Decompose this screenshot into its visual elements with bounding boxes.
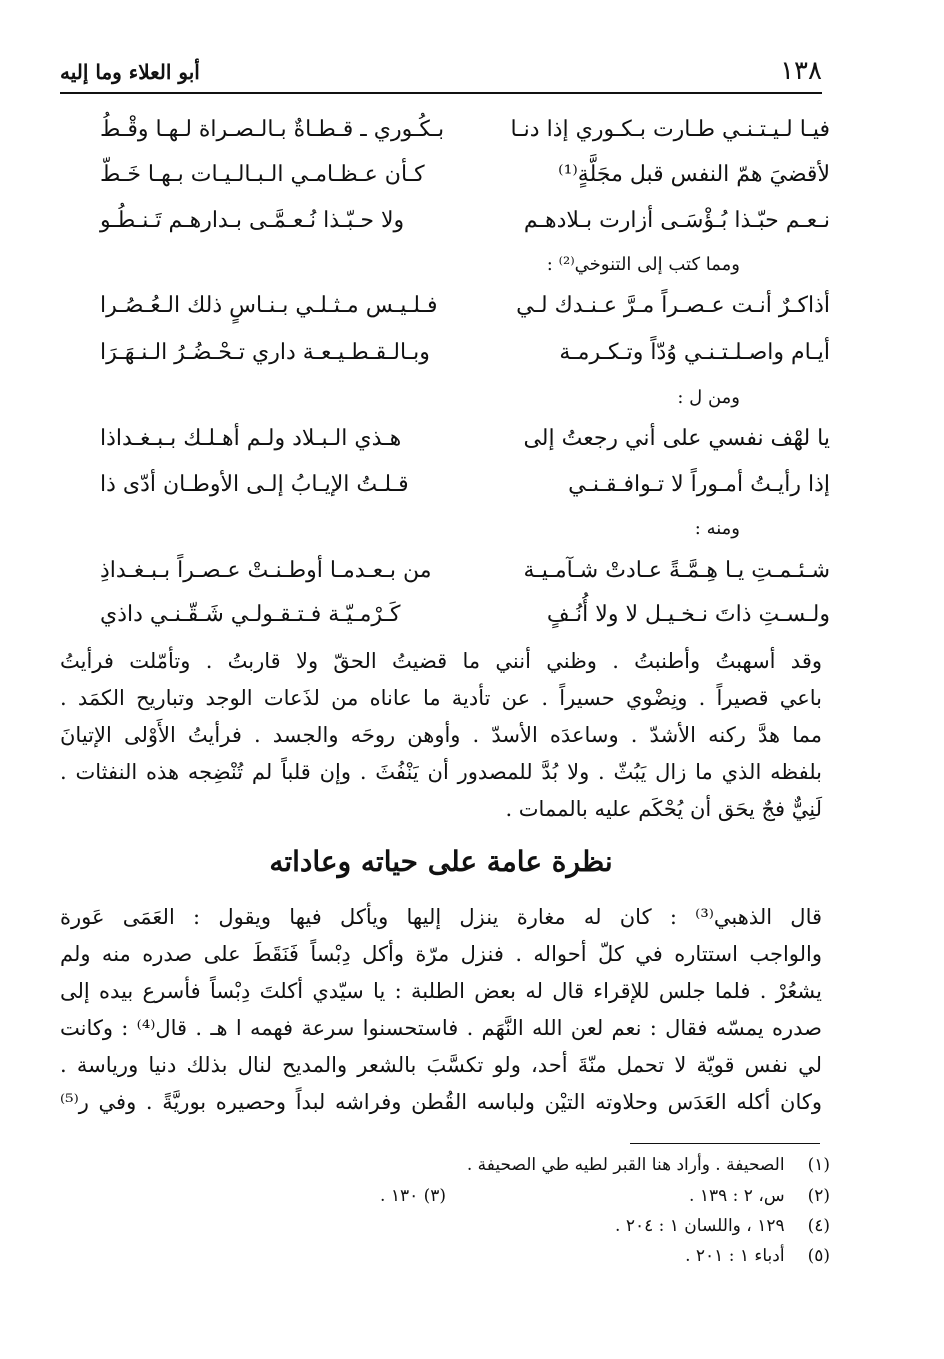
verse-second-hemistich: قـلـتُ الإيـابُ إلـى الأوطـان أدّى ذا	[100, 472, 409, 497]
verse-line	[100, 340, 830, 380]
footnote-inline: (٣) ١٣٠ .	[380, 1186, 447, 1206]
running-title: أبو العلاء وما إليه	[60, 60, 200, 84]
verse-second-hemistich: هـذي الـبـلاد ولـم أهـلـك بـبـغـداذا	[100, 426, 402, 451]
paragraph-line: وقد أسهبتُ وأطنبتُ . وظني أنني ما قضيتُ الحقّ ولا قاربتُ . وتأمّلت فرأيتُ	[60, 649, 822, 673]
verse-first-hemistich: أذاكـرٌ أنـت عـصـراً مـرَّ عـنـدك لـي	[516, 293, 830, 318]
verse-line	[100, 117, 830, 157]
verse-line	[100, 208, 830, 248]
verse-first-hemistich: إذا رأيـتُ أمـوراً لا تـوافـقـنـي	[568, 472, 830, 497]
verse-first-hemistich: نـعـم حبّـذا بُـؤْسَـى أزارت بـلادهـم	[523, 208, 830, 233]
section-heading: نظرة عامة على حياته وعاداته	[269, 845, 613, 878]
page-header	[60, 56, 822, 94]
verse-line	[100, 293, 830, 333]
verse-line	[100, 426, 830, 466]
paragraph-line: صدره يمسّه فقال : نعم لعن الله النَّهَم . فاستحسنوا سرعة فهمه ا هـ . قال⁽⁴⁾ : وكانت	[60, 1016, 823, 1040]
verse-second-hemistich: من بـعـدمـا أوطـنـتْ عـصـراً بـبـغـداذِ	[100, 558, 432, 583]
verse-line	[100, 162, 830, 202]
verse-second-hemistich: كَـرْمـيّـة فـتـقـولـي شَـقّـنـي داذي	[100, 602, 401, 627]
verse-first-hemistich: ولـسـتِ ذاتَ نـخـيـل لا ولا أُنُـفٍ	[546, 602, 830, 627]
verse-second-hemistich: كـأن عـظـامـي الـبـالـيـات بـهـا خَـطّ	[100, 162, 425, 187]
footnote-number: (٥)	[807, 1246, 830, 1266]
paragraph-line: وكان أكله العَدَس وحلاوته التيْن ولباسه القُطن وفراشه لبداً وحصيره بوريَّةً . وفي ر⁽⁵⁾	[60, 1090, 822, 1114]
footnote	[300, 1246, 830, 1266]
paragraph-line: والواجب استتاره في كلّ أحواله . فنزل مرّة وأكل دِبْساً فَنَقَطَ على صدره منه ولم	[60, 942, 822, 966]
paragraph-line: قال الذهبي⁽³⁾ : كان له مغارة ينزل إليها ويأكل فيها ويقول : العَمَى عَورة	[60, 905, 823, 929]
footnote	[300, 1216, 830, 1236]
footnote-text: أدباء ١ : ٢٠١ .	[685, 1246, 785, 1266]
verse-line	[100, 558, 830, 598]
footnote-number: (١)	[807, 1155, 830, 1175]
verse-first-hemistich: لأقضيَ همّ النفس قبل مجَلَّةٍ⁽¹⁾	[558, 162, 830, 187]
footnote-number: (٤)	[807, 1216, 830, 1236]
verse-first-hemistich: يا لهْف نفسي على أني رجعتُ إلى	[523, 426, 830, 451]
footnote	[300, 1155, 830, 1175]
verse-intro-note: ومن ل :	[677, 387, 740, 408]
verse-first-hemistich: شـئـمـتِ يـا هِـمَّـةً عـادتْ شـآمـيـة	[523, 558, 830, 583]
page-number: ١٣٨	[780, 56, 822, 86]
paragraph-line: لي نفس قويّة لا تحمل منّةَ أحد، ولو تكسَّبَ بالشعر والمديح لنال بذلك دنيا ورياسة .	[60, 1053, 822, 1077]
verse-second-hemistich: ولا حـبّـذا نُـعـمَّـى بـدارهـم تَـنـطُـو	[100, 208, 405, 233]
paragraph-line: باعي قصيراً . ونِضْوي حسيراً . عن تأدية ما عاناه من لذَعات الوجد وتباريح الكمَد .	[60, 686, 822, 710]
verse-line	[100, 472, 830, 512]
verse-second-hemistich: بـكُـوري ـ قـطـاةٌ بـالـصـراة لـهـا وقْـطُ	[100, 117, 445, 142]
verse-first-hemistich: أيـام واصـلـتـنـي وُدّاً وتـكـرمـة	[559, 340, 830, 365]
footnote-text: س، ٢ : ١٣٩ .	[689, 1186, 785, 1206]
verse-second-hemistich: فـلـيـس مـثـلـي بـنـاسٍ ذلك الـعُـصُـرا	[100, 293, 438, 318]
verse-intro-note: ومما كتب إلى التنوخي⁽²⁾ :	[546, 254, 740, 275]
paragraph-line: مما هدَّ ركنه الأشدّ . وساعدَه الأسدّ . وأوهن روحَه والجسد . فرأيتُ الأَوْلى الإتيانَ	[60, 723, 822, 747]
footnote-text: ١٢٩ ، واللسان ١ : ٢٠٤ .	[615, 1216, 785, 1236]
verse-first-hemistich: فيـا لـيـتـنـي طـارت بـكـوري إذا دنـا	[510, 117, 830, 142]
footnote-divider	[630, 1143, 820, 1144]
paragraph-line: يشعُرْ . فلما جلس للإقراء قال له بعض الطلبة : يا سيّدي أكلتَ دِبْساً فأسرع بيده إلى	[60, 979, 822, 1003]
paragraph-line: بلفظه الذي ما زال يَبُثّ . ولا بُدَّ للمصدور أن يَنْفُثَ . وإن قلباً لم تُنْضِجه هذه النفثات .	[60, 760, 822, 784]
footnote-number: (٢)	[807, 1186, 830, 1206]
verse-second-hemistich: وبـالـقـطـيـعـة داري تـحْـضُـرُ الـنـهَـرَا	[100, 340, 430, 365]
verse-intro-note: ومنه :	[694, 518, 740, 539]
footnote-text: الصحيفة . وأراد هنا القبر لطيه طي الصحيفة .	[466, 1155, 785, 1175]
verse-line	[100, 602, 830, 642]
paragraph-line: لَنِيٌّ فجٌ يحَق أن يُحْكَم عليه بالممات .	[505, 797, 822, 821]
